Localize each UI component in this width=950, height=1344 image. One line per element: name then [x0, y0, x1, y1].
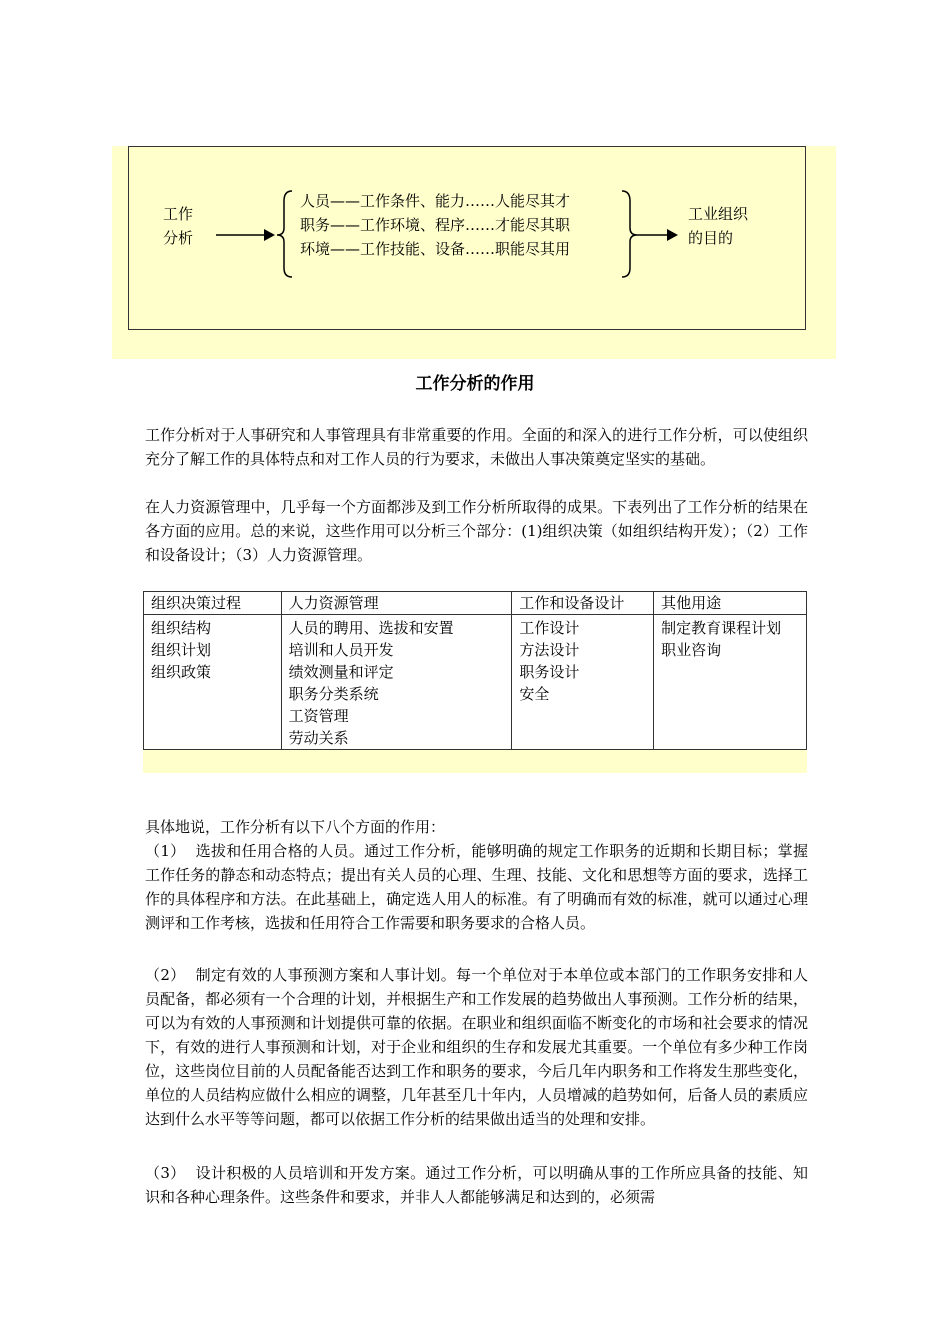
applications-table	[143, 591, 807, 750]
intro-paragraph: 工作分析对于人事研究和人事管理具有非常重要的作用。全面的和深入的进行工作分析，可以使组织充分了解工作的具体特点和对工作人员的行为要求，未做出人事决策奠定坚实的基础。	[145, 426, 808, 468]
point-paragraph	[145, 839, 808, 935]
point-title: 制定有效的人事预测方案和人事计划。	[195, 966, 457, 984]
point-text: 通过工作分析，能够明确的规定工作职务的近期和长期目标；掌握工作任务的静态和动态特点；提出有关人员的心理、生理、技能、文化和思想等方面的要求，选择工作的具体程序和方法。在此基础上，确定选人用人的标准。有了明确而有效的标准，就可以通过心理测评和工作考核，选拔和任用符合工作需要和职务要求的合格人员。	[145, 842, 808, 932]
table-header-cell: 组织决策过程	[144, 592, 282, 615]
table-cell-item: 制定教育课程计划	[661, 619, 782, 637]
left-brace	[277, 191, 292, 277]
section-title: 工作分析的作用	[415, 374, 535, 394]
table-header-cell: 其他用途	[654, 592, 807, 615]
table-cell-item: 劳动关系	[288, 729, 349, 747]
point-number: （1）	[145, 842, 186, 860]
table-cell-item: 组织政策	[151, 663, 212, 681]
diagram-middle-line: 人员——工作条件、能力……人能尽其才	[300, 192, 571, 210]
point-title: 设计积极的人员培训和开发方案。	[195, 1164, 426, 1182]
table-row	[144, 615, 807, 750]
table-cell-item: 绩效测量和评定	[288, 663, 394, 681]
table-header-row	[144, 592, 807, 615]
point-text: 通过工作分析，可以明确从事的工作所应具备的技能、知识和各种心理条件。这些条件和要求，并非人人都能够满足和达到的，必须需	[145, 1164, 808, 1206]
diagram-left-label-line: 工作	[163, 205, 194, 223]
right-brace	[622, 191, 637, 277]
table-cell-item: 工作设计	[519, 619, 580, 637]
table-cell-item: 组织计划	[151, 641, 212, 659]
table-cell-other-uses	[654, 615, 807, 750]
left-arrow-head	[264, 229, 275, 241]
diagram-right-label-line: 的目的	[688, 229, 734, 247]
diagram-left-label-line: 分析	[163, 229, 194, 247]
detail-intro: 具体地说，工作分析有以下八个方面的作用：	[145, 818, 446, 836]
table-cell-hr-management	[281, 615, 512, 750]
diagram-middle-line: 环境——工作技能、设备……职能尽其用	[300, 240, 571, 258]
table-cell-item: 安全	[519, 685, 550, 703]
point-title: 选拔和任用合格的人员。	[195, 842, 365, 860]
table-cell-job-design	[512, 615, 654, 750]
diagram-middle-lines	[300, 189, 570, 261]
table-cell-item: 职务分类系统	[288, 685, 379, 703]
table-cell-org-decision	[144, 615, 282, 750]
point-text: 每一个单位对于本单位或本部门的工作职务安排和人员配备，都必须有一个合理的计划，并根据生产和工作发展的趋势做出人事预测。工作分析的结果，可以为有效的人事预测和计划提供可靠的依据。在职业和组织面临不断变化的市场和社会要求的情况下，有效的进行人事预测和计划，对于企业和组织的生存和发展尤其重要。一个单位有多少种工作岗位，这些岗位目前的人员配备能否达到工作和职务的要求，今后几年内职务和工作将发生那些变化，单位的人员结构应做什么相应的调整，几年甚至几十年内，人员增减的趋势如何，后备人员的素质应达到什么水平等等问题，都可以依据工作分析的结果做出适当的处理和安排。	[145, 966, 808, 1128]
table-header-cell: 人力资源管理	[281, 592, 512, 615]
point-number: （3）	[145, 1164, 186, 1182]
point-number: （2）	[145, 966, 186, 984]
diagram-panel	[112, 146, 836, 359]
intro-paragraph: 在人力资源管理中，几乎每一个方面都涉及到工作分析所取得的成果。下表列出了工作分析的结果在各方面的应用。总的来说，这些作用可以分析三个部分：(1)组织决策（如组织结构开发）；（2）工作和设备设计；（3）人力资源管理。	[145, 498, 808, 564]
table-cell-item: 职务设计	[519, 663, 580, 681]
table-cell-item: 培训和人员开发	[288, 641, 394, 659]
diagram-right-label	[688, 202, 748, 250]
diagram-right-label-line: 工业组织	[688, 205, 749, 223]
table-cell-item: 方法设计	[519, 641, 580, 659]
right-arrow-head	[667, 229, 678, 241]
diagram-middle-line: 职务——工作环境、程序……才能尽其职	[300, 216, 571, 234]
table-cell-item: 组织结构	[151, 619, 212, 637]
table-cell-item: 工资管理	[288, 707, 349, 725]
table-panel	[143, 591, 807, 773]
table-header-cell: 工作和设备设计	[512, 592, 654, 615]
point-paragraph	[145, 963, 808, 1131]
table-cell-item: 人员的聘用、选拔和安置	[288, 619, 454, 637]
point-paragraph	[145, 1161, 808, 1209]
table-cell-item: 职业咨询	[661, 641, 722, 659]
